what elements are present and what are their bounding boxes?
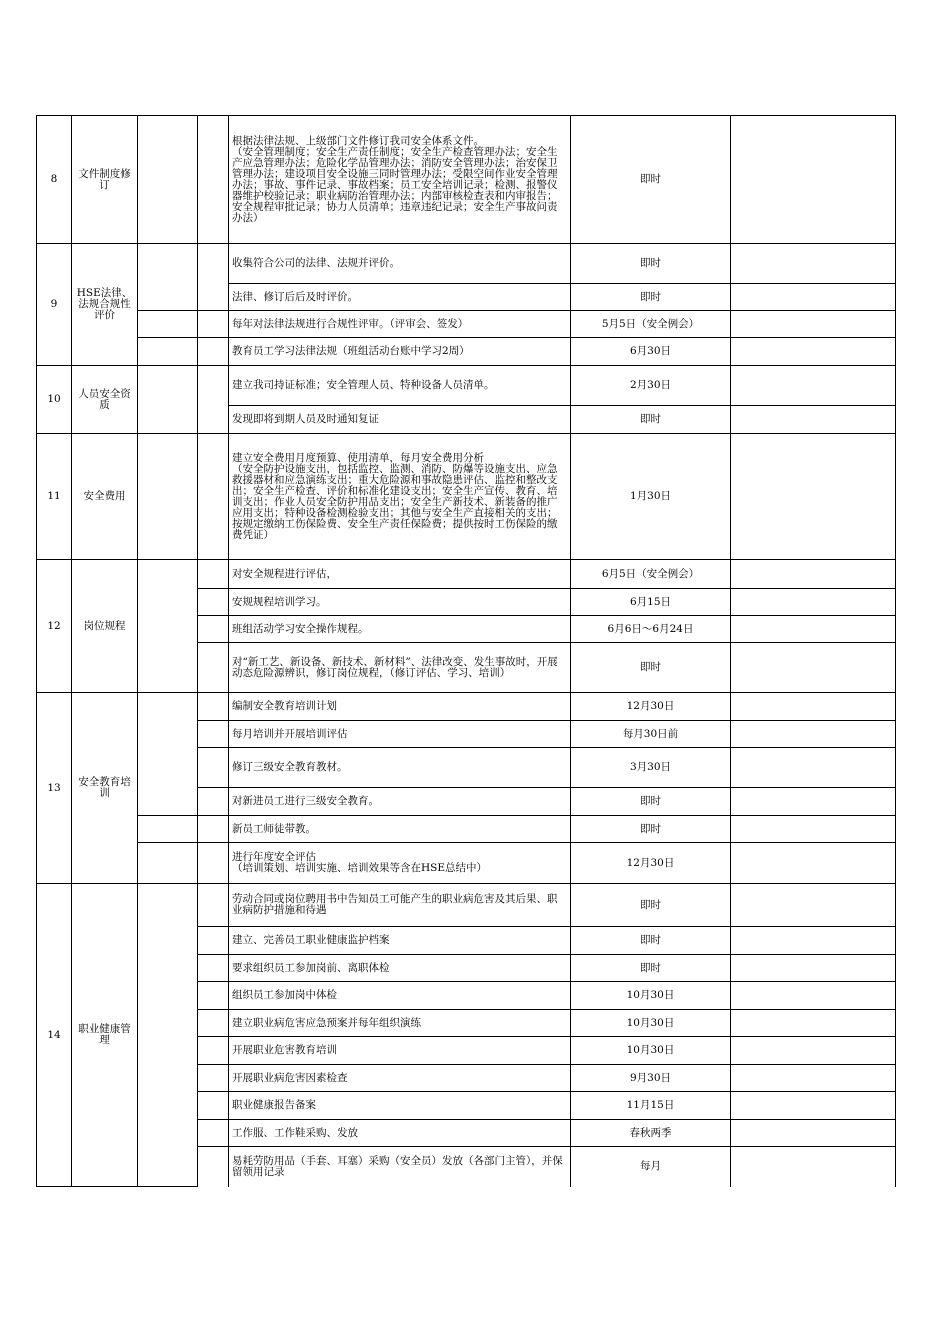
empty-cell [198, 1037, 229, 1065]
task-description: 编制安全教育培训计划 [229, 693, 571, 721]
completion-time: 10月30日 [571, 1010, 731, 1037]
task-description: 新员工师徒带教。 [229, 816, 571, 843]
empty-cell [198, 1065, 229, 1092]
task-description: 劳动合同或岗位聘用书中告知员工可能产生的职业病危害及其后果、职业病防护措施和待遇 [229, 884, 571, 927]
table-row [37, 311, 896, 338]
remark-cell [731, 616, 896, 643]
completion-time: 10月30日 [571, 1037, 731, 1065]
completion-time: 10月30日 [571, 982, 731, 1010]
remark-cell [731, 693, 896, 721]
completion-time: 即时 [571, 244, 731, 284]
task-description: 发现即将到期人员及时通知复证 [229, 406, 571, 434]
item-category: 安全费用 [72, 434, 138, 560]
empty-cell [198, 1147, 229, 1187]
remark-cell [731, 816, 896, 843]
empty-cell [138, 884, 198, 1187]
task-description: 组织员工参加岗中体检 [229, 982, 571, 1010]
empty-cell [198, 560, 229, 589]
remark-cell [731, 116, 896, 244]
empty-cell [138, 116, 198, 244]
remark-cell [731, 1037, 896, 1065]
empty-cell [198, 366, 229, 434]
item-number: 14 [37, 884, 72, 1187]
empty-cell [198, 338, 229, 366]
completion-time: 即时 [571, 284, 731, 311]
remark-cell [731, 338, 896, 366]
completion-time: 即时 [571, 927, 731, 955]
completion-time: 12月30日 [571, 693, 731, 721]
remark-cell [731, 589, 896, 616]
completion-time: 11月15日 [571, 1092, 731, 1120]
remark-cell [731, 788, 896, 816]
task-description: 建立我司持证标准；安全管理人员、特种设备人员清单。 [229, 366, 571, 406]
task-description: 安规规程培训学习。 [229, 589, 571, 616]
item-category: HSE法律、法规合规性评价 [72, 244, 138, 366]
remark-cell [731, 560, 896, 589]
item-category: 安全教育培训 [72, 693, 138, 884]
completion-time: 6月30日 [571, 338, 731, 366]
task-description: 易耗劳防用品（手套、耳塞）采购（安全员）发放（各部门主管），并保留领用记录 [229, 1147, 571, 1187]
completion-time: 6月6日～6月24日 [571, 616, 731, 643]
completion-time: 6月15日 [571, 589, 731, 616]
completion-time: 即时 [571, 884, 731, 927]
task-description: 开展职业病危害因素检查 [229, 1065, 571, 1092]
completion-time: 即时 [571, 816, 731, 843]
completion-time: 即时 [571, 116, 731, 244]
empty-cell [138, 434, 198, 560]
remark-cell [731, 244, 896, 284]
remark-cell [731, 721, 896, 748]
item-number: 8 [37, 116, 72, 244]
remark-cell [731, 434, 896, 560]
task-description: 每年对法律法规进行合规性评审。（评审会、签发） [229, 311, 571, 338]
item-number: 12 [37, 560, 72, 693]
remark-cell [731, 1147, 896, 1187]
task-description: 进行年度安全评估 （培训策划、培训实施、培训效果等含在HSE总结中） [229, 843, 571, 884]
remark-cell [731, 884, 896, 927]
completion-time: 5月5日（安全例会） [571, 311, 731, 338]
empty-cell [138, 338, 198, 366]
completion-time: 春秋两季 [571, 1120, 731, 1147]
empty-cell [198, 788, 229, 816]
empty-cell [198, 693, 229, 721]
task-description: 建立职业病危害应急预案并每年组织演练 [229, 1010, 571, 1037]
remark-cell [731, 311, 896, 338]
empty-cell [198, 244, 229, 311]
completion-time: 1月30日 [571, 434, 731, 560]
empty-cell [138, 244, 198, 311]
completion-time: 即时 [571, 406, 731, 434]
empty-cell [198, 589, 229, 616]
remark-cell [731, 406, 896, 434]
task-description: 根据法律法规、上级部门文件修订我司安全体系文件。 （安全管理制度；安全生产责任制度；安全生产检查管理办法；安全生产应急管理办法；危险化学品管理办法；消防安全管理办法；治安保卫管理办法；建设项目安全设施三同时管理办法；受限空间作业安全管理办法；事故、事件记录、事故档案；员工安全培训记录；检测、报警仪器维护校验记录；职业病防治管理办法；内部审核检查表和内审报告；安全规程审批记录；协力人员清单；违章违纪记录；安全生产事故问责办法） [229, 116, 571, 244]
completion-time: 即时 [571, 955, 731, 982]
item-category: 文件制度修订 [72, 116, 138, 244]
item-number: 11 [37, 434, 72, 560]
table-row [37, 884, 896, 927]
empty-cell [198, 955, 229, 982]
task-description: 班组活动学习安全操作规程。 [229, 616, 571, 643]
task-description: 法律、修订后后及时评价。 [229, 284, 571, 311]
task-description: 教育员工学习法律法规（班组活动台账中学习2周） [229, 338, 571, 366]
remark-cell [731, 982, 896, 1010]
empty-cell [198, 1120, 229, 1147]
empty-cell [138, 366, 198, 434]
empty-cell [198, 643, 229, 693]
table-row [37, 244, 896, 284]
completion-time: 12月30日 [571, 843, 731, 884]
table-row [37, 693, 896, 721]
empty-cell [198, 927, 229, 955]
table-row [37, 366, 896, 406]
remark-cell [731, 1092, 896, 1120]
completion-time: 即时 [571, 788, 731, 816]
empty-cell [198, 748, 229, 788]
empty-cell [198, 884, 229, 927]
task-description: 对新进员工进行三级安全教育。 [229, 788, 571, 816]
completion-time: 2月30日 [571, 366, 731, 406]
task-description: 要求组织员工参加岗前、离职体检 [229, 955, 571, 982]
empty-cell [198, 311, 229, 338]
table-row [37, 338, 896, 366]
table-row [37, 434, 896, 560]
task-description: 职业健康报告备案 [229, 1092, 571, 1120]
empty-cell [198, 116, 229, 244]
completion-time: 9月30日 [571, 1065, 731, 1092]
item-number: 9 [37, 244, 72, 366]
item-category: 人员安全资质 [72, 366, 138, 434]
empty-cell [138, 560, 198, 693]
empty-cell [198, 843, 229, 884]
remark-cell [731, 1065, 896, 1092]
empty-cell [138, 816, 198, 843]
table-row [37, 116, 896, 244]
remark-cell [731, 843, 896, 884]
empty-cell [138, 843, 198, 884]
task-description: 开展职业危害教育培训 [229, 1037, 571, 1065]
task-description: 收集符合公司的法律、法规并评价。 [229, 244, 571, 284]
remark-cell [731, 366, 896, 406]
empty-cell [138, 693, 198, 816]
empty-cell [138, 311, 198, 338]
task-description: 修订三级安全教育教材。 [229, 748, 571, 788]
completion-time: 每月30日前 [571, 721, 731, 748]
task-description: 对安全规程进行评估， [229, 560, 571, 589]
item-number: 10 [37, 366, 72, 434]
remark-cell [731, 1120, 896, 1147]
item-category: 岗位规程 [72, 560, 138, 693]
completion-time: 3月30日 [571, 748, 731, 788]
completion-time: 6月5日（安全例会） [571, 560, 731, 589]
remark-cell [731, 643, 896, 693]
empty-cell [198, 1010, 229, 1037]
task-description: 建立安全费用月度预算、使用清单，每月安全费用分析 （安全防护设施支出，包括监控、监测、消防、防爆等设施支出、应急救援器材和应急演练支出；重大危险源和事故隐患评估、监控和整改支出；安全生产检查、评价和标准化建设支出；安全生产宣传、教育、培训支出；作业人员安全防护用品支出；安全生产新技术、新装备的推广应用支出；特种设备检测检验支出；其他与安全生产直接相关的支出；按规定缴纳工伤保险费、安全生产责任保险费；提供按时工伤保险的缴费凭证） [229, 434, 571, 560]
task-description: 建立、完善员工职业健康监护档案 [229, 927, 571, 955]
empty-cell [198, 816, 229, 843]
item-number: 13 [37, 693, 72, 884]
remark-cell [731, 284, 896, 311]
task-description: 每月培训并开展培训评估 [229, 721, 571, 748]
task-description: 对“新工艺、新设备、新技术、新材料”、法律改变、发生事故时，开展动态危险源辨识，修订岗位规程，（修订评估、学习、培训） [229, 643, 571, 693]
empty-cell [198, 982, 229, 1010]
completion-time: 即时 [571, 643, 731, 693]
task-description: 工作服、工作鞋采购、发放 [229, 1120, 571, 1147]
remark-cell [731, 748, 896, 788]
empty-cell [198, 721, 229, 748]
remark-cell [731, 1010, 896, 1037]
completion-time: 每月 [571, 1147, 731, 1187]
table-row [37, 560, 896, 589]
table-row [37, 843, 896, 884]
remark-cell [731, 955, 896, 982]
empty-cell [198, 1092, 229, 1120]
empty-cell [198, 616, 229, 643]
table-row [37, 816, 896, 843]
hse-plan-table [36, 115, 896, 1187]
item-category: 职业健康管理 [72, 884, 138, 1187]
empty-cell [198, 434, 229, 560]
remark-cell [731, 927, 896, 955]
